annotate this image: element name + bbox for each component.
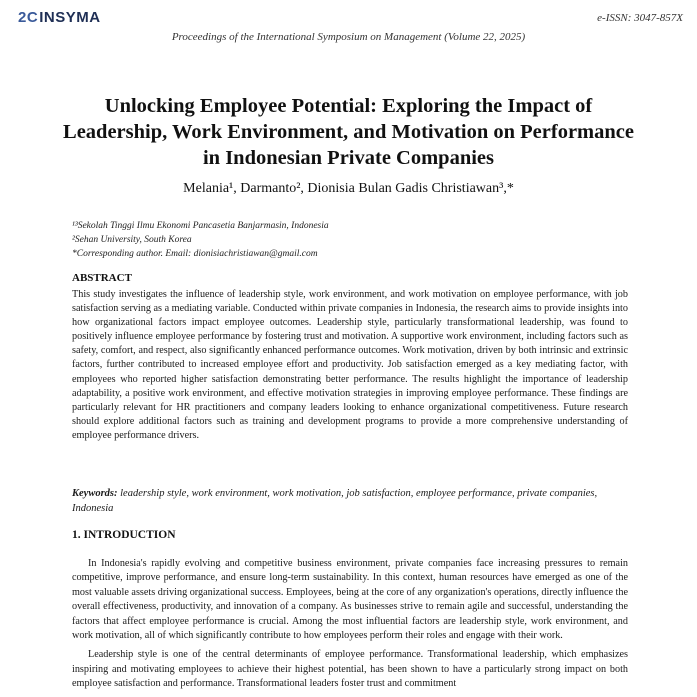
proceedings-line: Proceedings of the International Symposium on Management (Volume 22, 2025) [171,31,526,43]
paragraph: In Indonesia's rapidly evolving and competitive business environment, private companies face increasing pressures to remain competitive, improve performance, and ensure long-term sustainability. In this context, human resources have emerged as one of the most valuable assets driving organizational success. Employees, being at the core of any organization's operations, directly influence the overall effectiveness, productivity, and innovation of a company. As businesses strive to remain agile and successful, understanding the factors that affect employee performance is crucial. Among the most influential factors are leadership style, work environment, and work motivation, all of which significantly contribute to how employees perform their roles and engage with their work. [72,558,628,642]
introduction-body [72,557,628,697]
affiliation-2: ²Sehan University, South Korea [72,235,192,245]
keywords-label: Keywords: [72,488,118,499]
page-header [0,0,697,50]
paper-title: Unlocking Employee Potential: Exploring the Impact of Leadership, Work Environment, and Motivation on Performance in Indonesian Private Companies [63,95,634,169]
corresponding-author: *Corresponding author. Email: dionisiachristiawan@gmail.com [72,249,318,259]
keywords-text: leadership style, work environment, work motivation, job satisfaction, employee performance, private companies, Indonesia [72,488,598,514]
logo-text: INSYMA [39,9,101,26]
section-heading-introduction: 1. INTRODUCTION [72,529,176,541]
keywords [72,486,628,516]
logo-mark: 2C [18,9,39,26]
author-list: Melania¹, Darmanto², Dionisia Bulan Gadis Christiawan³,* [183,181,514,196]
journal-logo [18,9,101,26]
affiliations [72,219,329,261]
issn-label: e-ISSN: 3047-857X [597,12,683,24]
abstract-heading: ABSTRACT [72,272,132,284]
paragraph: Leadership style is one of the central determinants of employee performance. Transformational leadership, which emphasizes inspiring and motivating employees to achieve their highest potential, has been shown to have a particularly strong impact on both employee satisfaction and performance. Transformational leaders foster trust and commitment [72,649,628,690]
abstract-text: This study investigates the influence of leadership style, work environment, and work motivation on employee performance, with job satisfaction serving as a mediating variable. Conducted within private companies in Indonesia, the research aims to provide insights into how organizational factors impact employee outcomes. Leadership style, particularly transformational leadership, was found to positively influence employee performance by fostering trust and motivation. A supportive work environment, including factors such as safety, comfort, and respect, also significantly enhanced performance outcomes. Work motivation, driven by both intrinsic and extrinsic factors, further contributed to increased employee effort and productivity. Job satisfaction emerged as a key mediating factor, with employees who reported higher satisfaction demonstrating better performance. The results highlight the importance of leadership adaptability, a positive work environment, and effective motivation strategies in improving employee performance. These findings are particularly relevant for HR practitioners and company leaders looking to enhance organizational competitiveness. Future research should explore additional factors such as training and development programs to provide a more comprehensive understanding of employee performance drivers. [72,289,628,441]
affiliation-1: ¹³Sekolah Tinggi Ilmu Ekonomi Pancasetia Banjarmasin, Indonesia [72,221,329,231]
